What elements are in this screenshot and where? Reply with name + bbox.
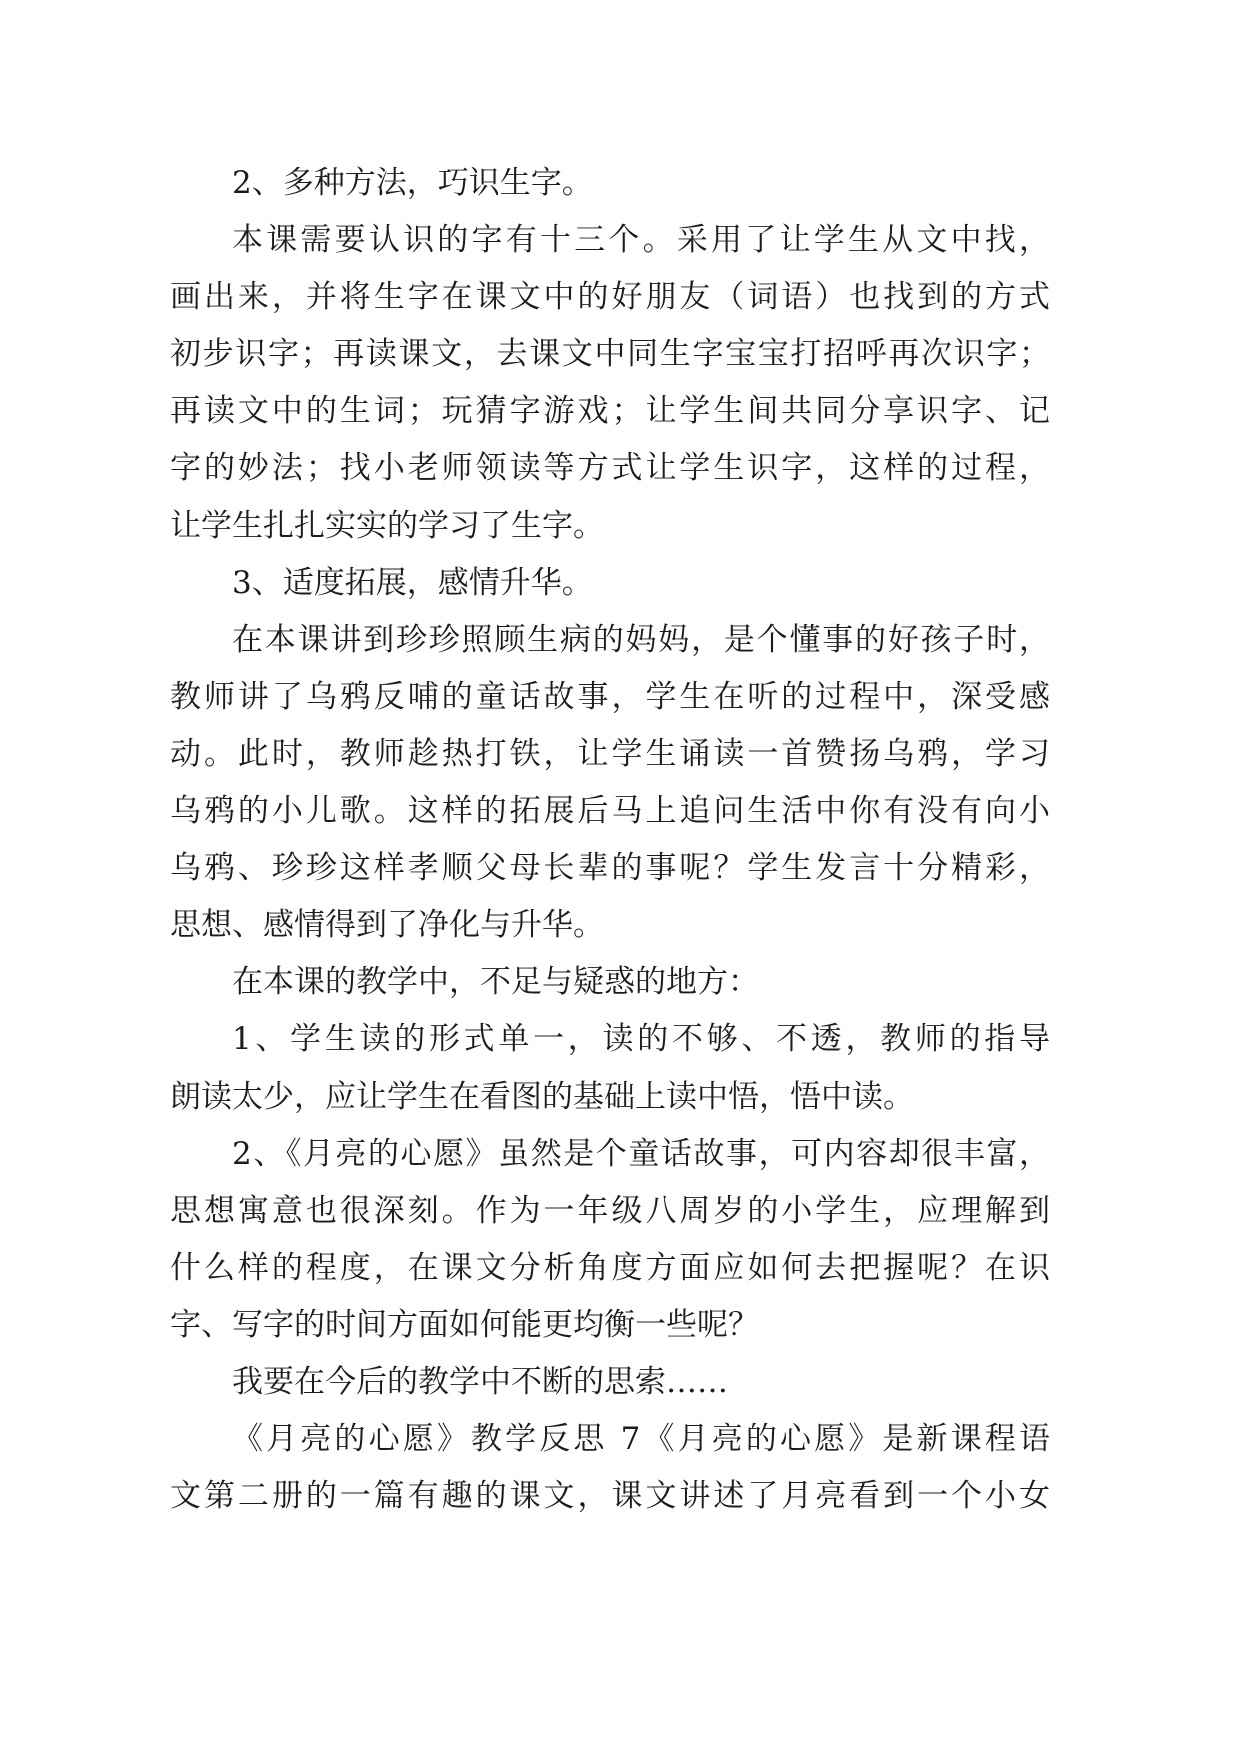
text-line: 我要在今后的教学中不断的思索…… [232,1363,728,1400]
text-line: 字的妙法；找小老师领读等方式让学生识字，这样的过程， [170,450,1050,487]
paragraph [170,954,1050,1011]
text-line: 朗读太少，应让学生在看图的基础上读中悟，悟中读。 [170,1078,914,1115]
text-line: 思想寓意也很深刻。作为一年级八周岁的小学生，应理解到 [170,1192,1050,1229]
text-line: 乌鸦、珍珍这样孝顺父母长辈的事呢？学生发言十分精彩， [170,850,1050,887]
text-line: 动。此时，教师趁热打铁，让学生诵读一首赞扬乌鸦，学习 [170,735,1050,772]
text-line: 字、写字的时间方面如何能更均衡一些呢？ [170,1306,759,1343]
paragraph [170,155,1050,212]
paragraph [170,555,1050,612]
text-line: 初步识字；再读课文，去课文中同生字宝宝打招呼再次识字； [170,336,1050,373]
text-line: 画出来，并将生字在课文中的好朋友（词语）也找到的方式 [170,279,1050,316]
paragraph [170,212,1050,555]
paragraph [170,1126,1050,1354]
text-line: 3、适度拓展，感情升华。 [232,564,593,601]
text-line: 《月亮的心愿》教学反思 7《月亮的心愿》是新课程语 [232,1421,1050,1458]
text-line: 让学生扎扎实实的学习了生字。 [170,507,604,544]
text-line: 2、多种方法，巧识生字。 [232,165,593,201]
text-line: 本课需要认识的字有十三个。采用了让学生从文中找， [232,222,1050,259]
paragraph [170,1011,1050,1125]
paragraph [170,1411,1050,1525]
text-line: 文第二册的一篇有趣的课文，课文讲述了月亮看到一个小女 [170,1478,1050,1515]
text-line: 教师讲了乌鸦反哺的童话故事，学生在听的过程中，深受感 [170,678,1050,715]
text-line: 1、学生读的形式单一，读的不够、不透，教师的指导 [232,1021,1050,1058]
paragraph [170,1354,1050,1411]
text-line: 什么样的程度，在课文分析角度方面应如何去把握呢？在识 [170,1249,1050,1286]
document-body [170,155,1050,1525]
paragraph [170,612,1050,955]
text-line: 2、《月亮的心愿》虽然是个童话故事，可内容却很丰富， [232,1135,1050,1172]
text-line: 再读文中的生词；玩猜字游戏；让学生间共同分享识字、记 [170,393,1050,430]
text-line: 在本课讲到珍珍照顾生病的妈妈，是个懂事的好孩子时， [232,621,1050,658]
text-line: 在本课的教学中，不足与疑惑的地方： [232,964,759,1001]
text-line: 乌鸦的小儿歌。这样的拓展后马上追问生活中你有没有向小 [170,793,1050,830]
text-line: 思想、感情得到了净化与升华。 [170,907,604,944]
